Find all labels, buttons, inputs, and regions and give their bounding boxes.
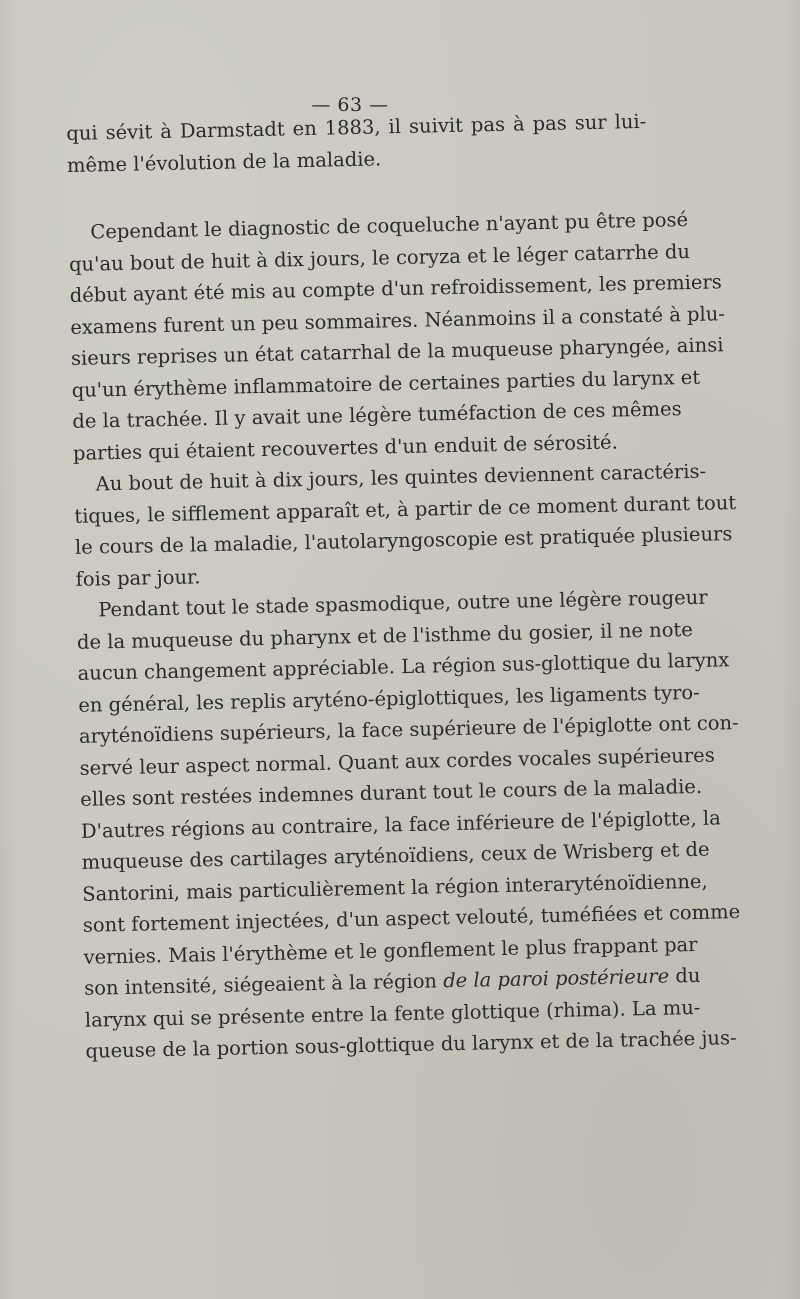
line-segment: son intensité, siégeaient à la région [83,969,444,1000]
text-line: servé leur aspect normal. Quant aux cordes vocales supérieures [79,743,715,780]
text-line: sont fortement injectées, d'un aspect velouté, tuméfiées et comme [82,900,741,937]
text-line: sieurs reprises un état catarrhal de la muqueuse pharyngée, ainsi [70,333,724,370]
page-number: — 63 — [311,94,389,116]
paragraph-main [68,205,741,973]
body-text [66,106,741,1067]
paragraph-end [84,992,737,1067]
text-line: muqueuse des cartilages aryténoïdiens, ceux de Wrisberg et de [81,837,710,874]
text-line: Au bout de huit à dix jours, les quintes deviennent caractéris- [95,459,707,496]
text-line: aryténoïdiens supérieurs, la face supérieure de l'épiglotte ont con- [78,711,739,748]
text-line: Pendant tout le stade spasmodique, outre une légère rougeur [98,585,708,622]
text-line: de la muqueuse du pharynx et de l'isthme du gosier, il ne note [76,617,694,654]
text-line: aucun changement appréciable. La région sus-glottique du larynx [77,648,730,685]
text-line: qui sévit à Darmstadt en 1883, il suivit pas à pas sur lui- [66,109,647,145]
text-line: examens furent un peu sommaires. Néanmoins il a constaté à plu- [70,301,726,339]
text-line: fois par jour. [75,564,201,591]
text-line: parties qui étaient recouvertes d'un enduit de sérosité. [72,430,618,465]
text-line: qu'au bout de huit à dix jours, le coryza et le léger catarrhe du [68,239,691,276]
text-line: Cependant le diagnostic de coqueluche n'ayant pu être posé [90,207,689,244]
text-line: qu'un érythème inflammatoire de certaines parties du larynx et [71,365,701,402]
text-line: vernies. Mais l'érythème et le gonflement le plus frappant par [83,932,698,969]
text-line: Santorini, mais particulièrement la région interaryténoïdienne, [82,869,708,906]
text-line: début ayant été mis au compte d'un refroidissement, les premiers [69,270,722,307]
text-line: en général, les replis aryténo-épiglottiques, les ligaments tyro- [78,680,700,717]
text-line: elles sont restées indemnes durant tout le cours de la maladie. [80,774,703,811]
italic-phrase: de la paroi postérieure [442,964,670,993]
text-line: D'autres régions au contraire, la face inférieure de l'épiglotte, la [80,805,721,843]
text-line: tiques, le sifflement apparaît et, à partir de ce moment durant tout [74,490,737,528]
text-line: même l'évolution de la maladie. [66,146,382,177]
text-line: queuse de la portion sous-glottique du larynx et de la trachée jus- [85,1026,737,1063]
text-line: de la trachée. Il y avait une légère tuméfaction de ces mêmes [72,397,682,433]
text-line: larynx qui se présente entre la fente glottique (rhima). La mu- [84,995,701,1032]
line-segment: du [668,963,701,988]
text-line: le cours de la maladie, l'autolaryngoscopie est pratiquée plusieurs [74,522,733,559]
